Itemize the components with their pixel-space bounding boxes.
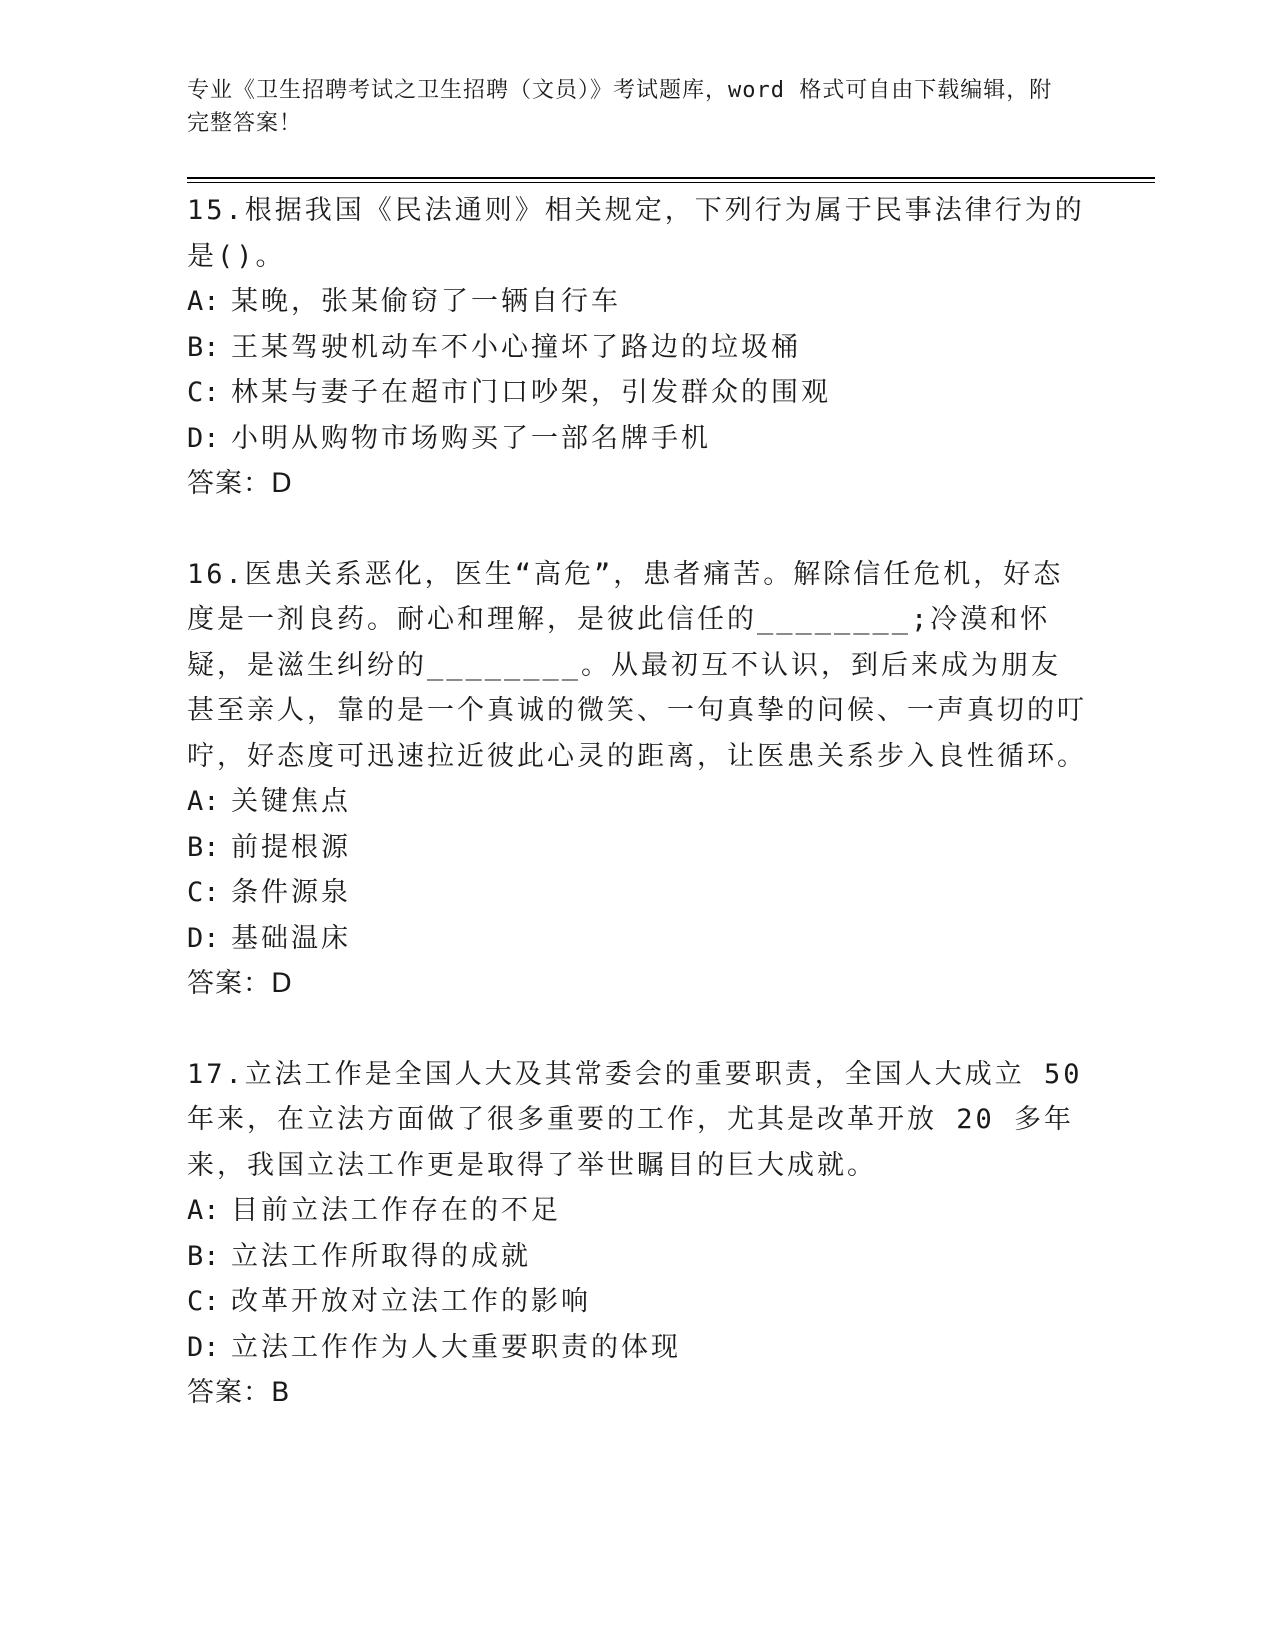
question-16 — [187, 552, 1087, 1007]
option-letter: C: — [187, 1286, 220, 1317]
answer-line: 答案：D — [187, 468, 293, 499]
option-text: 前提根源 — [231, 831, 351, 863]
question-spacer — [187, 1007, 1087, 1052]
option-a — [187, 1188, 1087, 1234]
option-c — [187, 370, 1087, 416]
question-17 — [187, 1052, 1087, 1416]
option-letter: C: — [187, 377, 220, 408]
option-text: 王某驾驶机动车不小心撞坏了路边的垃圾桶 — [231, 331, 801, 363]
option-letter: D: — [187, 922, 220, 954]
option-b — [187, 325, 1087, 371]
header-rule-thick — [187, 177, 1155, 179]
answer-line: 答案：B — [187, 1377, 291, 1408]
option-text: 改革开放对立法工作的影响 — [231, 1286, 591, 1317]
option-letter: A: — [187, 1195, 220, 1226]
option-letter: A: — [187, 786, 220, 817]
option-b — [187, 1234, 1087, 1280]
option-letter: B: — [187, 831, 220, 863]
option-d — [187, 416, 1087, 462]
option-text: 目前立法工作存在的不足 — [231, 1195, 561, 1226]
option-text: 立法工作所取得的成就 — [231, 1240, 531, 1272]
option-letter: B: — [187, 1240, 220, 1272]
option-a — [187, 779, 1087, 825]
option-letter: D: — [187, 422, 220, 454]
question-spacer — [187, 507, 1087, 552]
option-text: 林某与妻子在超市门口吵架，引发群众的围观 — [231, 377, 831, 408]
option-text: 小明从购物市场购买了一部名牌手机 — [231, 422, 711, 454]
option-c — [187, 870, 1087, 916]
header-rule-thin — [187, 182, 1155, 183]
question-stem: 15.根据我国《民法通则》相关规定，下列行为属于民事法律行为的是()。 — [187, 195, 1085, 272]
option-text: 立法工作作为人大重要职责的体现 — [231, 1331, 681, 1363]
option-text: 关键焦点 — [231, 786, 351, 817]
option-text: 条件源泉 — [231, 877, 351, 908]
option-text: 某晚，张某偷窃了一辆自行车 — [231, 286, 621, 317]
option-a — [187, 279, 1087, 325]
option-c — [187, 1279, 1087, 1325]
option-d — [187, 916, 1087, 962]
question-stem: 16.医患关系恶化，医生“高危”，患者痛苦。解除信任危机，好态度是一剂良药。耐心和理解，是彼此信任的________;冷漠和怀疑，是滋生纠纷的________。从最初互不认识，到后来成为朋友甚至亲人，靠的是一个真诚的微笑、一句真挚的问候、一声真切的叮咛，好态度可迅速拉近彼此心灵的距离，让医患关系步入良性循环。 — [187, 558, 1087, 772]
option-letter: D: — [187, 1331, 220, 1363]
option-d — [187, 1325, 1087, 1371]
question-stem: 17.立法工作是全国人大及其常委会的重要职责，全国人大成立 50 年来，在立法方面做了很多重要的工作，尤其是改革开放 20 多年来，我国立法工作更是取得了举世瞩目的巨大成就。 — [187, 1058, 1083, 1181]
question-15 — [187, 188, 1087, 507]
option-letter: C: — [187, 877, 220, 908]
answer-line: 答案：D — [187, 968, 293, 999]
header-note: 专业《卫生招聘考试之卫生招聘（文员）》考试题库，word 格式可自由下载编辑，附完整答案！ — [187, 78, 1053, 136]
option-b — [187, 825, 1087, 871]
question-list — [187, 188, 1087, 1416]
option-letter: A: — [187, 286, 220, 317]
option-letter: B: — [187, 331, 220, 363]
option-text: 基础温床 — [231, 922, 351, 954]
